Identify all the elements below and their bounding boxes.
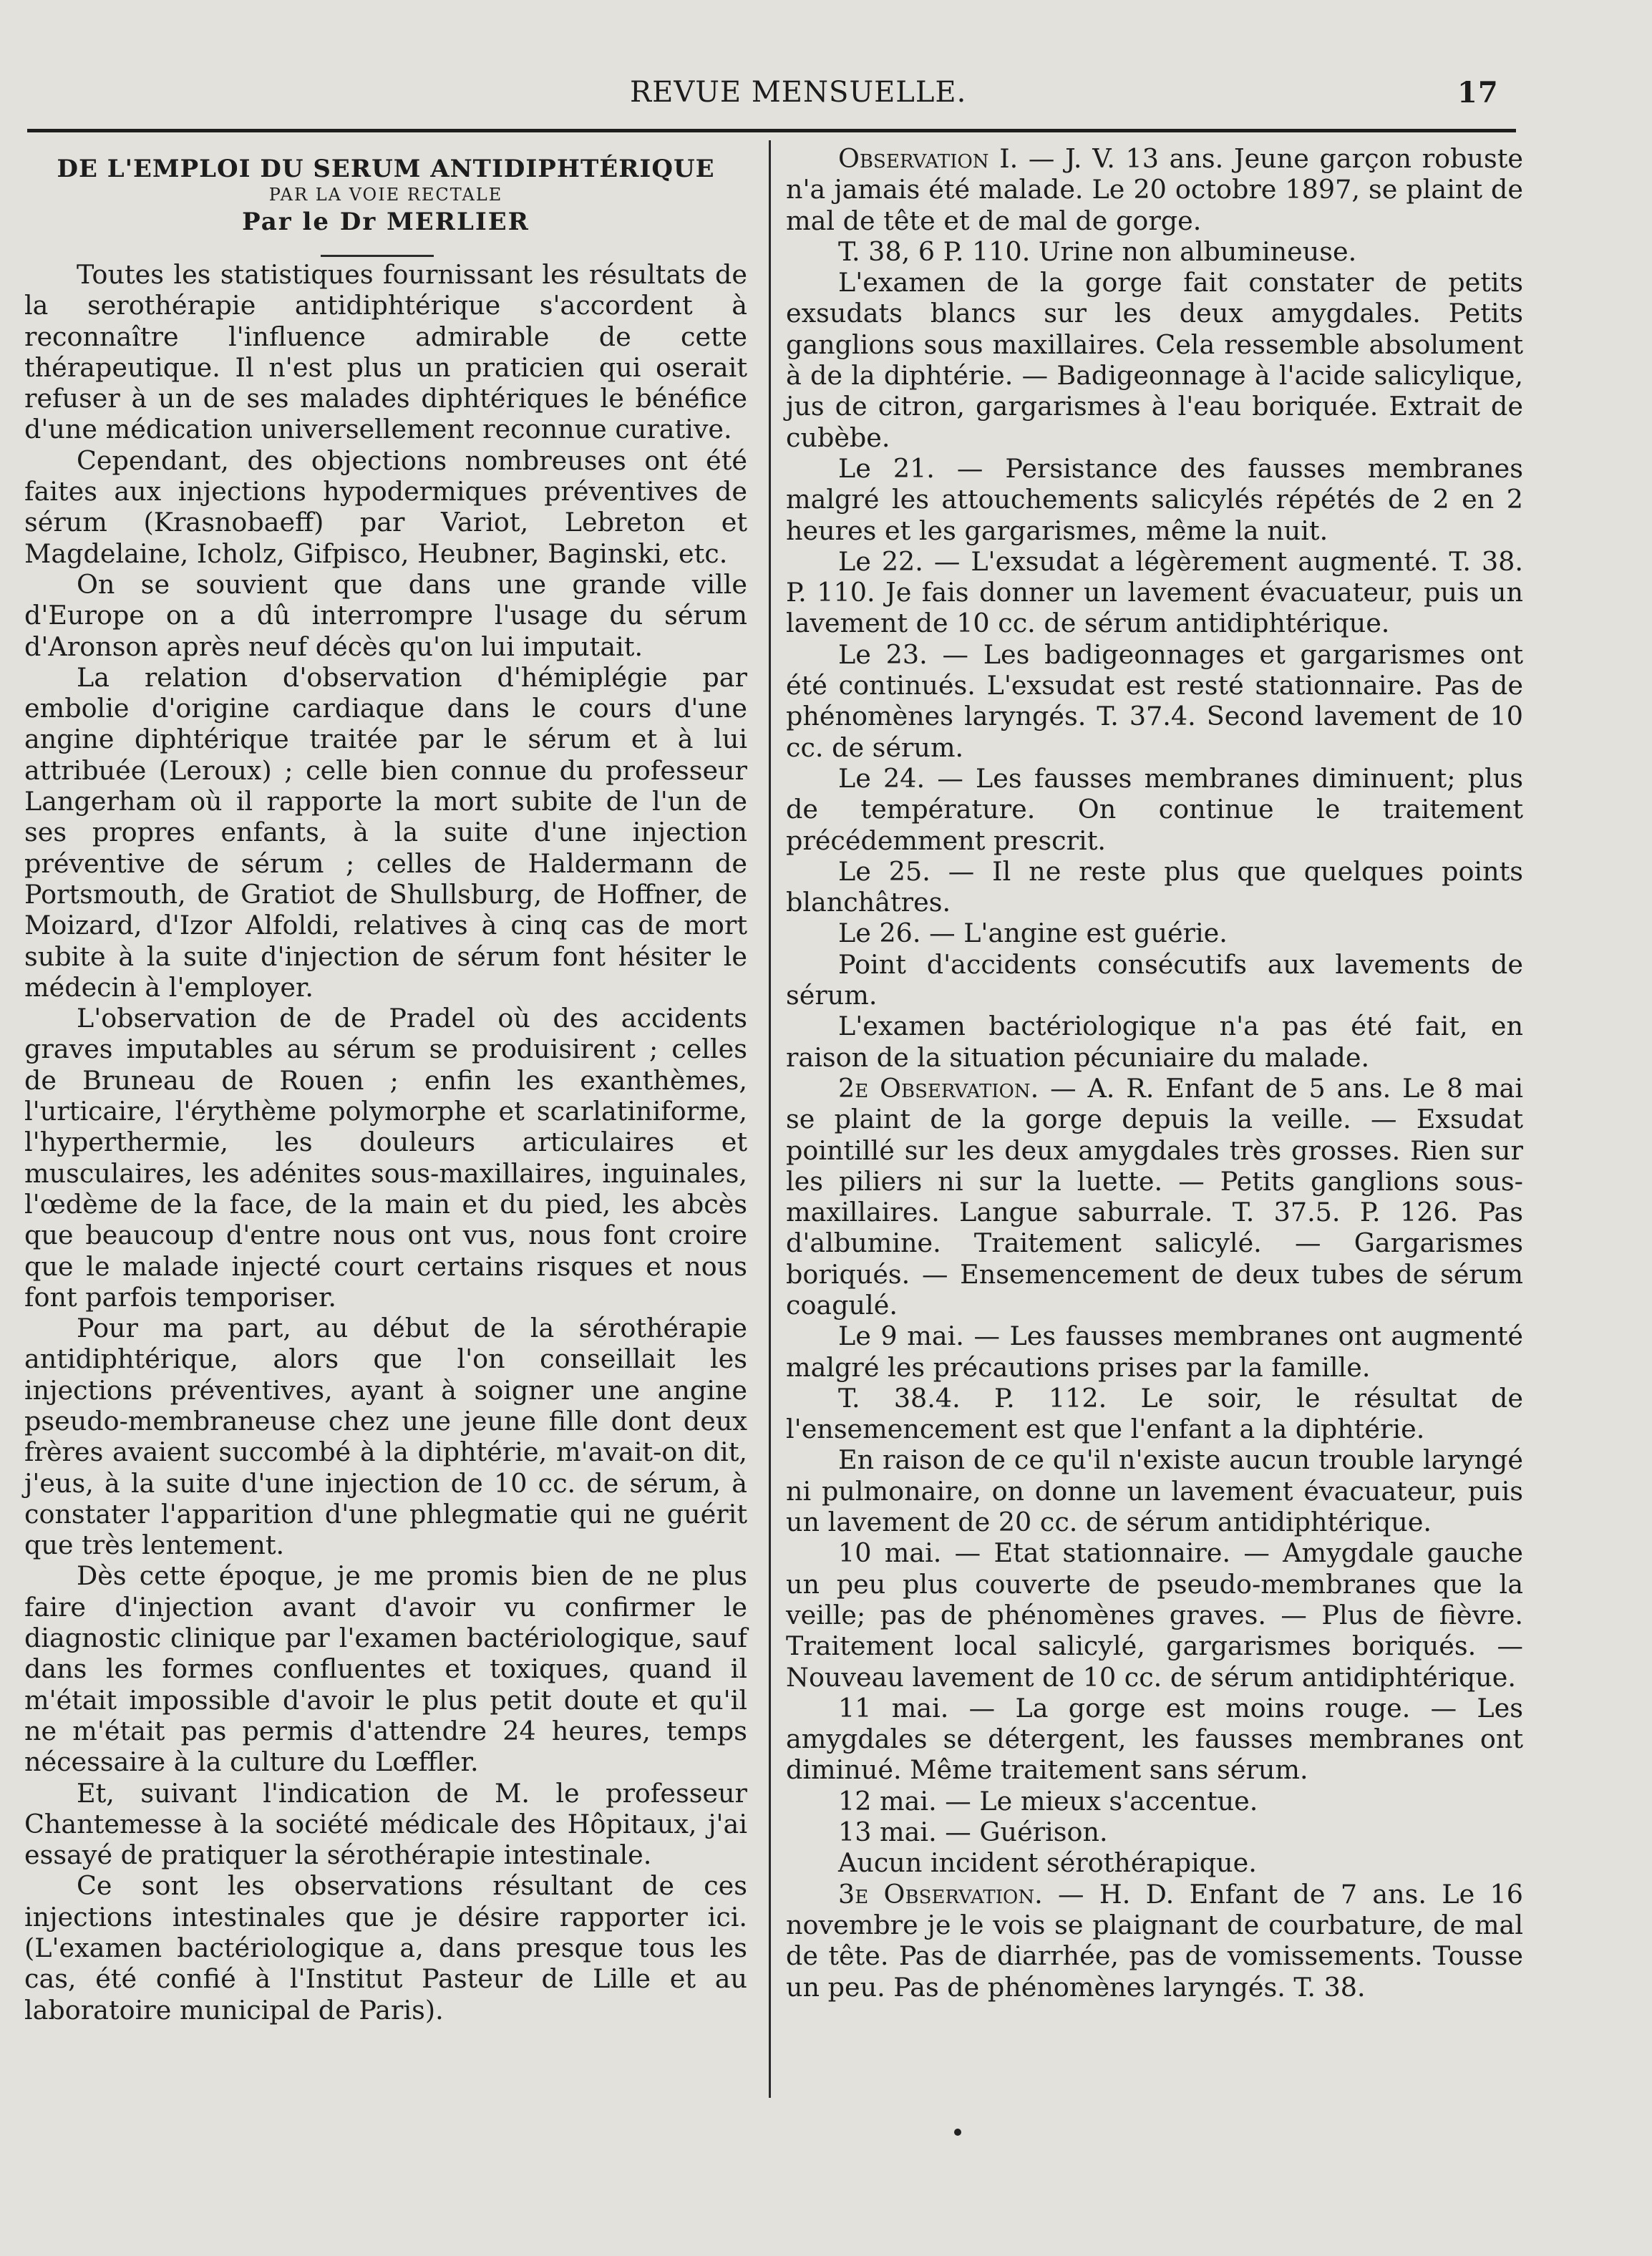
observation-paragraph — [786, 143, 1523, 236]
observation-paragraph — [786, 763, 1523, 856]
running-title: REVUE MENSUELLE. — [630, 76, 967, 109]
left-column — [24, 143, 747, 2026]
observation-text: T. 38, 6 P. 110. Urine non albumineuse. — [838, 235, 1357, 267]
paragraph: Pour ma part, au début de la sérothérapie antidiphtérique, alors que l'on conseillait les injections préventives, ayant à soigner une angine pseudo-membraneuse chez une jeune fille dont deux frères avaient succombé à la diphtérie, m'avait-on dit, j'eus, à la suite d'une injection de 10 cc. de sérum, à constater l'apparition d'une phlegmatie qui ne guérit que très lentement. — [24, 1313, 747, 1561]
paragraph: Ce sont les observations résultant de ces injections intestinales que je désire rapporter ici. (L'examen bactériologique a, dans presque tous les cas, été confié à l'Institut Pasteur de Lille et au laboratoire municipal de Paris). — [24, 1870, 747, 2026]
observation-paragraph — [786, 1537, 1523, 1692]
observation-text: 13 mai. — Guérison. — [838, 1817, 1108, 1848]
observation-paragraph — [786, 267, 1523, 453]
paragraph: Et, suivant l'indication de M. le professeur Chantemesse à la société médicale des Hôpitaux, j'ai essayé de pratiquer la sérothérapie intestinale. — [24, 1777, 747, 1871]
observation-text: 12 mai. — Le mieux s'accentue. — [838, 1785, 1258, 1817]
observation-paragraph — [786, 918, 1523, 948]
observation-text: Le 21. — Persistance des fausses membranes malgré les attouchements salicylés répétés de 2 en 2 heures et les gargarismes, même la nuit. — [786, 452, 1523, 546]
paragraph: L'observation de de Pradel où des accidents graves imputables au sérum se produisirent ; celles de Bruneau de Rouen ; enfin les exanthèmes, l'urticaire, l'érythème polymorphe et scarlatiniforme, l'hyperthermie, les douleurs articulaires et musculaires, les adénites sous-maxillaires, inguinales, l'œdème de la face, de la main et du pied, les abcès que beaucoup d'entre nous ont vus, nous font croire que le malade injecté court certains risques et nous font parfois temporiser. — [24, 1003, 747, 1313]
observation-paragraph — [786, 1444, 1523, 1537]
observation-text: Le 24. — Les fausses membranes diminuent; plus de température. On continue le traitement précédemment prescrit. — [786, 762, 1523, 856]
observation-label: Observation I. — [838, 143, 1019, 174]
header-rule — [27, 129, 1516, 132]
observation-paragraph — [786, 1786, 1523, 1817]
article-author: Par le Dr MERLIER — [242, 208, 530, 236]
observation-text: Le 9 mai. — Les fausses membranes ont augmenté malgré les précautions prises par la famille. — [786, 1321, 1523, 1383]
left-paragraphs — [24, 259, 747, 2026]
article-subtitle: PAR LA VOIE RECTALE — [268, 185, 503, 205]
observation-paragraph — [786, 1817, 1523, 1847]
observation-text: En raison de ce qu'il n'existe aucun trouble laryngé ni pulmonaire, on donne un lavement évacuateur, puis un lavement de 20 cc. de sérum antidiphtérique. — [786, 1444, 1523, 1538]
observation-text: Le 23. — Les badigeonnages et gargarismes ont été continués. L'exsudat est resté stationnaire. Pas de phénomènes laryngés. T. 37.4. Second lavement de 10 cc. de sérum. — [786, 638, 1523, 763]
observation-paragraph — [786, 949, 1523, 1011]
paragraph: On se souvient que dans une grande ville d'Europe on a dû interrompre l'usage du sérum d'Aronson après neuf décès qu'on lui imputait. — [24, 568, 747, 662]
observation-text: T. 38.4. P. 112. Le soir, le résultat de l'ensemencement est que l'enfant a la diphtérie. — [786, 1382, 1523, 1445]
observation-text: 10 mai. — Etat stationnaire. — Amygdale gauche un peu plus couverte de pseudo-membranes que la veille; pas de phénomènes graves. — Plus de fièvre. Traitement local salicylé, gargarismes boriqués. — Nouveau lavement de 10 cc. de sérum antidiphtérique. — [786, 1537, 1523, 1693]
right-paragraphs — [786, 143, 1523, 2003]
observation-text: Point d'accidents consécutifs aux lavements de sérum. — [786, 948, 1523, 1011]
observation-text: Le 26. — L'angine est guérie. — [838, 918, 1228, 949]
observation-text: L'examen de la gorge fait constater de petits exsudats blancs sur les deux amygdales. Petits ganglions sous maxillaires. Cela ressemble absolument à de la diphtérie. — Badigeonnage à l'acide salicylique, jus de citron, gargarismes à l'eau boriquée. Extrait de cubèbe. — [786, 267, 1523, 453]
observation-paragraph — [786, 1011, 1523, 1073]
paragraph: Toutes les statistiques fournissant les résultats de la serothérapie antidiphtérique s'accordent à reconnaître l'influence admirable de cette thérapeutique. Il n'est plus un praticien qui oserait refuser à un de ses malades diphtériques le bénéfice d'une médication universellement reconnue curative. — [24, 259, 747, 445]
observation-paragraph — [786, 236, 1523, 267]
paragraph: Dès cette époque, je me promis bien de ne plus faire d'injection avant d'avoir vu confirmer le diagnostic clinique par l'examen bactériologique, sauf dans les formes confluentes et toxiques, quand il m'était impossible d'avoir le plus petit doute et qu'il ne m'était pas permis d'attendre 24 heures, temps nécessaire à la culture du Lœffler. — [24, 1560, 747, 1778]
article-title: DE L'EMPLOI DU SERUM ANTIDIPHTÉRIQUE — [57, 155, 715, 183]
end-bullet — [954, 2129, 961, 2136]
observation-text: Le 25. — Il ne reste plus que quelques points blanchâtres. — [786, 855, 1523, 918]
observation-paragraph — [786, 453, 1523, 546]
paragraph: Cependant, des objections nombreuses ont été faites aux injections hypodermiques préventives de sérum (Krasnobaeff) par Variot, Lebreton et Magdelaine, Icholz, Gifpisco, Heubner, Baginski, etc. — [24, 444, 747, 569]
observation-text: — A. R. Enfant de 5 ans. Le 8 mai se plaint de la gorge depuis la veille. — Exsudat pointillé sur les deux amygdales très grosses. Rien sur les piliers ni sur la luette. — Petits ganglions sous-maxillaires. Langue saburrale. T. 37.5. P. 126. Pas d'albumine. Traitement salicylé. — Gargarismes boriqués. — Ensemencement de deux tubes de sérum coagulé. — [786, 1072, 1523, 1321]
observation-paragraph — [786, 1383, 1523, 1445]
observation-text: 11 mai. — La gorge est moins rouge. — Les amygdales se détergent, les fausses membranes ont diminué. Même traitement sans sérum. — [786, 1692, 1523, 1786]
observation-text: Aucun incident sérothérapique. — [838, 1847, 1257, 1879]
page-number: 17 — [1457, 76, 1499, 110]
observation-paragraph — [786, 856, 1523, 918]
observation-text: Le 22. — L'exsudat a légèrement augmenté. T. 38. P. 110. Je fais donner un lavement évacuateur, puis un lavement de 10 cc. de sérum antidiphtérique. — [786, 545, 1523, 639]
observation-paragraph — [786, 1847, 1523, 1878]
observation-paragraph — [786, 1073, 1523, 1321]
observation-label: 3e Observation. — [838, 1878, 1043, 1910]
observation-text: — J. V. 13 ans. Jeune garçon robuste n'a jamais été malade. Le 20 octobre 1897, se plaint de mal de tête et de mal de gorge. — [786, 143, 1523, 236]
observation-text: L'examen bactériologique n'a pas été fait, en raison de la situation pécuniaire du malade. — [786, 1011, 1523, 1073]
observation-label: 2e Observation. — [838, 1072, 1039, 1104]
observation-paragraph — [786, 546, 1523, 639]
observation-paragraph — [786, 639, 1523, 763]
paragraph: La relation d'observation d'hémiplégie par embolie d'origine cardiaque dans le cours d'une angine diphtérique traitée par le sérum et à lui attribuée (Leroux) ; celle bien connue du professeur Langerham où il rapporte la mort subite de l'un de ses propres enfants, à la suite d'une injection préventive de sérum ; celles de Haldermann de Portsmouth, de Gratiot de Shullsburg, de Hoffner, de Moizard, d'Izor Alfoldi, relatives à cinq cas de mort subite à la suite d'injection de sérum font hésiter le médecin à l'employer. — [24, 661, 747, 1003]
column-divider — [769, 140, 771, 2098]
right-column — [786, 143, 1523, 2003]
observation-paragraph — [786, 1321, 1523, 1383]
observation-text: — H. D. Enfant de 7 ans. Le 16 novembre je le vois se plaignant de courbature, de mal de tête. Pas de diarrhée, pas de vomissements. Tousse un peu. Pas de phénomènes laryngés. T. 38. — [786, 1878, 1523, 2003]
title-rule — [321, 255, 434, 257]
observation-paragraph — [786, 1693, 1523, 1786]
observation-paragraph — [786, 1879, 1523, 2003]
